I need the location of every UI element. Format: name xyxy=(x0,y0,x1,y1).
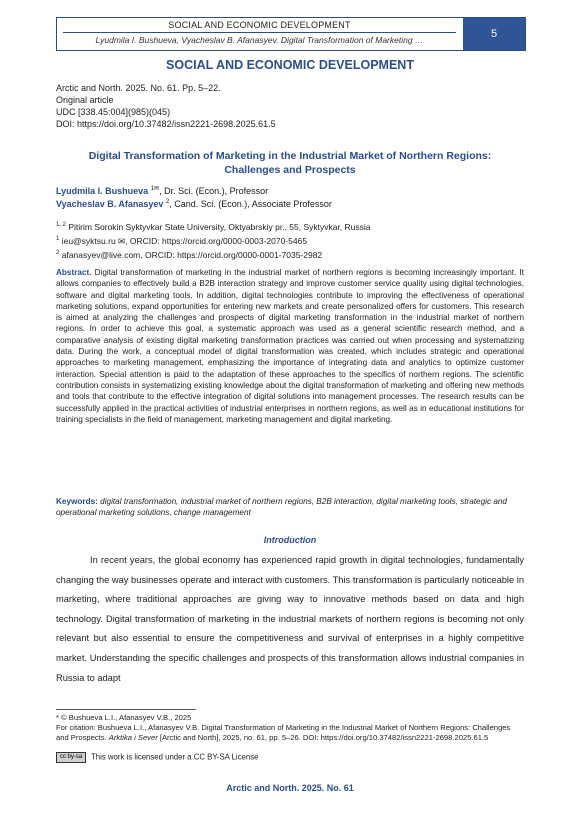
page-number: 5 xyxy=(463,18,525,50)
author-1-details: , Dr. Sci. (Econ.), Professor xyxy=(159,186,269,196)
meta-doi[interactable]: DOI: https://doi.org/10.37482/issn2221-2698.2025.61.5 xyxy=(56,119,276,129)
introduction-heading: Introduction xyxy=(263,535,317,545)
affiliation-email-1 xyxy=(56,234,307,247)
affiliation-email-1-marker: 1 xyxy=(56,236,60,242)
footnote-divider xyxy=(56,709,196,710)
author-1 xyxy=(56,183,268,197)
author-2-marker: 2 xyxy=(165,199,170,205)
footnote-copyright: * © Bushueva L.I., Afanasyev V.B., 2025 xyxy=(56,713,192,722)
page-footer: Arctic and North. 2025. No. 61 xyxy=(226,783,354,793)
running-header-journal: SOCIAL AND ECONOMIC DEVELOPMENT xyxy=(168,20,351,30)
article-title xyxy=(56,149,524,177)
running-header-authors: Lyudmila I. Bushueva, Vyacheslav B. Afanasyev. Digital Transformation of Marketing … xyxy=(95,35,424,45)
author-1-marker: 1✉ xyxy=(150,186,160,192)
journal-section-title: SOCIAL AND ECONOMIC DEVELOPMENT xyxy=(166,58,414,72)
affiliation-email-2-text[interactable]: afanasyev@live.com, ORCID: https://orcid.org/0000-0001-7035-2982 xyxy=(59,249,323,260)
abstract-text: Digital transformation of marketing in the industrial market of northern regions is becoming increasingly important. It allows companies to effectively build a B2B interaction strategy and improve customer service quality using digital technologies, software and digital marketing tools. In addition, digital technologies contribute to improving the effectiveness of operational marketing solutions, expand opportunities for entering new markets and create personalized offers for customers. This research is aimed at analyzing the challenges and prospects of digital marketing transformation in the industrial market of northern regions. In order to achieve this goal, a systematic approach was used as a general scientific research method, and a comparative analysis of existing digital marketing transformation practices was carried out when processing and systematizing data. During the work, a conceptual model of digital transformation was created, which includes strategic and operational approaches to marketing management, emphasizing the importance of integrating data and analytics to optimize customer interaction. Special attention is paid to the adaptation of these approaches to the specifics of northern regions. The scientific contribution consists in systematizing existing knowledge about the digital transformation of marketing and offering new methods and tools that contribute to the effective integration of digital solutions into management processes. The research results can be successfully applied in the practical activities of industrial enterprises in northern regions, as well as in educational institutions for training specialists in the field of management, marketing management and digital marketing. xyxy=(56,268,524,424)
abstract xyxy=(56,267,524,425)
abstract-label: Abstract. xyxy=(56,268,92,277)
footnote-citation-journal: Arktika i Sever xyxy=(108,733,158,742)
keywords xyxy=(56,496,524,519)
introduction-text: In recent years, the global economy has experienced rapid growth in digital technologies, fundamentally changing the way businesses operate and interact with customers. This transformation is particularly noticeable in marketing, where traditional approaches are giving way to innovative methods based on data and high technology. Digital transformation of marketing in the industrial markets of northern regions is becoming not only relevant but also essential to ensure the competitiveness and survival of enterprises in a highly competitive market. Understanding the specific challenges and prospects of this transformation allows industrial companies in Russia to adapt xyxy=(56,555,524,683)
affiliation-email-2 xyxy=(56,248,322,261)
article-title-line-1: Digital Transformation of Marketing in the Industrial Market of Northern Regions: xyxy=(88,150,492,162)
affiliation-email-1-text[interactable]: ieu@syktsu.ru ✉, ORCID: https://orcid.org/0000-0003-2070-5465 xyxy=(59,235,308,246)
author-2 xyxy=(56,196,332,210)
article-title-line-2: Challenges and Prospects xyxy=(224,164,356,176)
meta-citation: Arctic and North. 2025. No. 61. Pp. 5–22. xyxy=(56,83,221,93)
author-1-name: Lyudmila I. Bushueva xyxy=(56,186,149,196)
cc-by-sa-icon[interactable]: cc by-sa xyxy=(56,752,86,763)
license-line xyxy=(56,752,258,764)
meta-udc: UDC [338.45:004](985)(045) xyxy=(56,107,171,117)
keywords-label: Keywords: xyxy=(56,497,98,506)
affiliation-university-text: Pitirim Sorokin Syktyvkar State University, Oktyabrskiy pr., 55, Syktyvkar, Russia xyxy=(66,221,371,232)
license-text: This work is licensed under a CC BY-SA License xyxy=(91,752,259,762)
running-header-text xyxy=(57,18,462,50)
meta-article-type: Original article xyxy=(56,95,114,105)
running-header-divider xyxy=(63,32,456,33)
affiliation-email-2-marker: 2 xyxy=(56,250,60,256)
keywords-text: digital transformation, industrial market of northern regions, B2B interaction, digital marketing tools, strategic and operational marketing solutions, change management xyxy=(56,497,507,518)
footnote-citation-prefix: For citation: Bushueva L.I., Afanasyev V.B. Digital Transformation of Marketing in the Industrial Market of Northern Regions: Challenges and Prospects. xyxy=(56,723,511,742)
footnote-citation xyxy=(56,723,524,743)
affiliation-university-marker: 1, 2 xyxy=(56,222,67,228)
running-header xyxy=(56,17,526,51)
affiliation-university xyxy=(56,220,371,233)
author-2-name: Vyacheslav B. Afanasyev xyxy=(56,199,164,209)
author-2-details: , Cand. Sci. (Econ.), Associate Professor xyxy=(169,199,332,209)
footnote-citation-suffix: [Arctic and North], 2025, no. 61, pp. 5–26. DOI: https://doi.org/10.37482/issn2221-2698.2025.61.5 xyxy=(157,733,489,742)
